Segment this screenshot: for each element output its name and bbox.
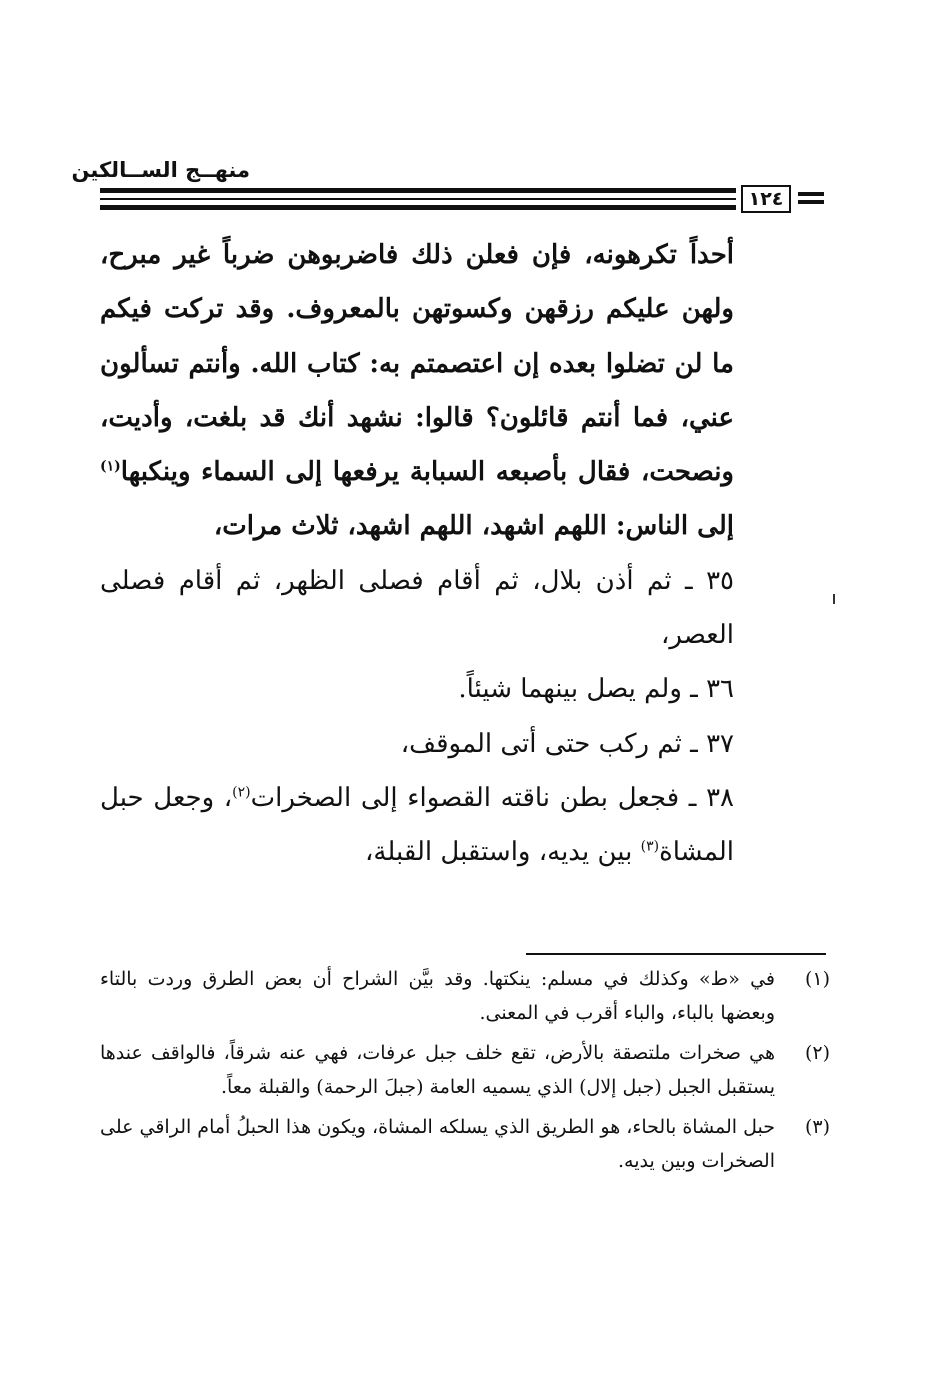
footnote-3 [100,1110,830,1178]
footnote-number: (٣) [804,1116,830,1138]
hadith-paragraph [100,228,734,554]
hadith-text-part-2: إلى الناس: اللهم اشهد، اللهم اشهد، ثلاث مرات، [213,511,734,542]
item-38-part-3: بين يديه، واستقبل القبلة، [365,837,641,868]
header-rule-lower [100,205,736,210]
numbered-item-38 [100,771,734,880]
main-text [100,228,734,880]
numbered-item-35: ٣٥ ـ ثم أذن بلال، ثم أقام فصلى الظهر، ثم أقام فصلى العصر، [100,565,734,651]
page-number-ornament [798,192,824,196]
header-rule-thin [100,198,736,200]
footnote-number: (٢) [804,1042,830,1064]
numbered-item-37: ٣٧ ـ ثم ركب حتى أتى الموقف، [400,728,734,759]
footnote-1 [100,962,830,1030]
footnote-text: حبل المشاة بالحاء، هو الطريق الذي يسلكه المشاة، ويكون هذا الحبلُ أمام الراقي على الصخرات وبين يديه. [100,1116,775,1172]
margin-mark [833,594,835,604]
footnote-text: في «ط» وكذلك في مسلم: ينكتها. وقد بيَّن الشراح أن بعض الطرق وردت بالتاء وبعضها بالباء، والباء أقرب في المعنى. [100,968,775,1024]
footnote-text: هي صخرات ملتصقة بالأرض، تقع خلف جبل عرفات، فهي عنه شرقاً، فالواقف عندها يستقبل الجبل (جبل إلال) الذي يسميه العامة (جبلَ الرحمة) والقبلة معاً. [100,1042,775,1098]
footnote-number: (١) [804,968,830,990]
page-number: ١٢٤ [741,185,791,213]
header-rule [100,188,736,193]
item-38-part-1: ٣٨ ـ فجعل بطن ناقته القصواء إلى الصخرات [250,782,734,813]
footnote-separator [526,953,826,955]
footnote-ref-1: (١) [100,458,121,475]
footnote-ref-2: (٢) [232,784,251,801]
running-title: منهــج الســالكين [71,158,250,182]
footnote-ref-3: (٣) [640,838,660,855]
footnotes [100,962,830,1184]
hadith-text-part-1: أحداً تكرهونه، فإن فعلن ذلك فاضربوهن ضرباً غير مبرح، ولهن عليكم رزقهن وكسوتهن بالمعروف. وقد تركت فيكم ما لن تضلوا بعده إن اعتصمتم به: كتاب الله. وأنتم تسألون عني، فما أنتم قائلون؟ قالوا: نشهد أنك قد بلغت، وأديت، ونصحت، فقال بأصبعه السبابة يرفعها إلى السماء وينكبها [100,240,734,488]
page-number-ornament-lower [798,200,824,204]
numbered-item-36: ٣٦ ـ ولم يصل بينهما شيئاً. [458,674,734,705]
item-38-part-2: ، وجعل حبل المشاة [100,782,734,868]
footnote-2 [100,1036,830,1104]
